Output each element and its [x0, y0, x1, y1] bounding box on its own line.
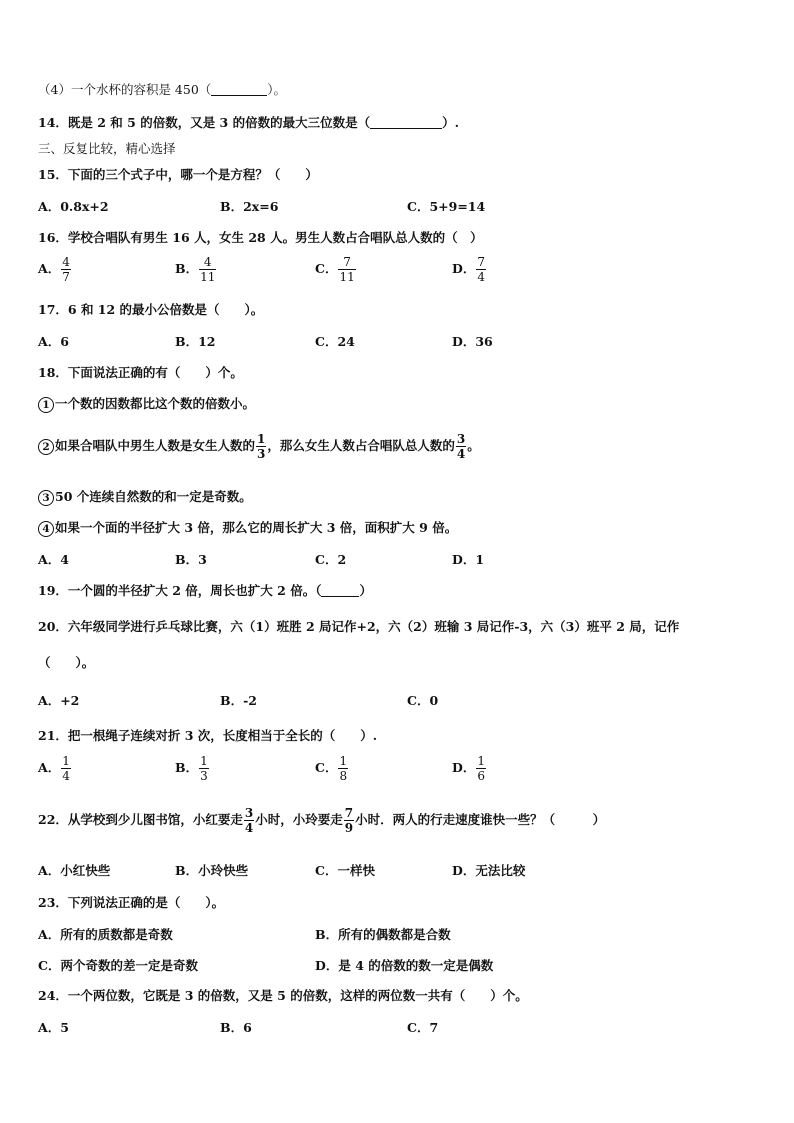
fraction: $\frac{1}{3}$ — [257, 432, 266, 461]
fraction: $\frac{1}{8}$ — [339, 754, 348, 783]
question-23: 23．下列说法正确的是（ ）。 — [38, 895, 225, 910]
option-b[interactable]: B． $\frac{1}{3}$ — [175, 754, 208, 783]
statement-1: 1 一个数的因数都比这个数的倍数小。 — [38, 395, 255, 413]
fraction: $\frac{1}{6}$ — [477, 754, 485, 783]
fraction: $\frac{3}{4}$ — [244, 806, 254, 835]
question-17: 17．6 和 12 的最小公倍数是（ ）。 — [38, 302, 264, 317]
question-21: 21．把一根绳子连续对折 3 次，长度相当于全长的（ ）. — [38, 728, 378, 743]
question-19: 19．一个圆的半径扩大 2 倍，周长也扩大 2 倍。（ ） — [38, 583, 372, 598]
option-a[interactable]: A．0.8x+2 — [38, 199, 109, 214]
option-b[interactable]: B．3 — [175, 552, 207, 567]
fraction: $\frac{3}{4}$ — [456, 432, 466, 461]
circled-number-2: 2 — [38, 439, 54, 455]
answer-blank[interactable] — [321, 584, 359, 597]
option-d[interactable]: D．36 — [452, 334, 493, 349]
fraction: $\frac{4}{11}$ — [200, 255, 216, 284]
question-text: 6 和 12 的最小公倍数是（ ）。 — [67, 302, 264, 317]
question-16: 16．学校合唱队有男生 16 人，女生 28 人。男生人数占合唱队总人数的（ ） — [38, 230, 483, 245]
option-c[interactable]: C．5+9=14 — [407, 199, 486, 214]
statement-4: 4 如果一个面的半径扩大 3 倍，那么它的周长扩大 3 倍，面积扩大 9 倍。 — [38, 519, 457, 537]
option-b[interactable]: B．小玲快些 — [175, 863, 249, 878]
statement-3: 3 50 个连续自然数的和一定是奇数。 — [38, 488, 252, 506]
option-c[interactable]: C．7 — [407, 1020, 439, 1035]
option-b[interactable]: B．12 — [175, 334, 216, 349]
fraction: $\frac{4}{7}$ — [62, 255, 70, 284]
statement-2: 2 如果合唱队中男生人数是女生人数的 $\frac{1}{3}$ ，那么女生人数占合唱队总人数的 $\frac{3}{4}$ 。 — [38, 432, 480, 461]
question-text: 一个两位数，它既是 3 的倍数，又是 5 的倍数，这样的两位数一共有（ ）个。 — [67, 988, 528, 1003]
option-a[interactable]: A．5 — [38, 1020, 69, 1035]
option-a[interactable]: A． $\frac{1}{4}$ — [38, 754, 70, 783]
question-13-part-4: （4）一个水杯的容积是 450（ ）。 — [38, 82, 287, 97]
circled-number-3: 3 — [38, 490, 54, 506]
section-heading: 三、反复比较，精心选择 — [38, 141, 176, 156]
option-b[interactable]: B． $\frac{4}{11}$ — [175, 255, 216, 284]
option-c[interactable]: C．两个奇数的差一定是奇数 — [38, 958, 198, 973]
circled-number-4: 4 — [38, 521, 54, 537]
option-c[interactable]: C． $\frac{7}{11}$ — [315, 255, 355, 284]
option-b[interactable]: B．2x=6 — [220, 199, 279, 214]
answer-blank[interactable] — [370, 116, 442, 129]
option-b[interactable]: B．所有的偶数都是合数 — [315, 927, 451, 942]
question-text: 下面说法正确的有（ ）个。 — [67, 365, 243, 380]
option-d[interactable]: D．1 — [452, 552, 485, 567]
option-c[interactable]: C．2 — [315, 552, 347, 567]
question-15: 15．下面的三个式子中，哪一个是方程？（ ） — [38, 167, 318, 182]
option-b[interactable]: B．-2 — [220, 693, 257, 708]
fraction: $\frac{7}{9}$ — [344, 806, 354, 835]
option-d[interactable]: D． $\frac{1}{6}$ — [452, 754, 485, 783]
option-a[interactable]: A． $\frac{4}{7}$ — [38, 255, 70, 284]
question-text: （4）一个水杯的容积是 450（ — [38, 82, 212, 97]
question-text: 既是 2 和 5 的倍数，又是 3 的倍数的最大三位数是（ — [67, 115, 371, 130]
question-text: 把一根绳子连续对折 3 次，长度相当于全长的（ ）. — [67, 728, 378, 743]
option-d[interactable]: D． $\frac{7}{4}$ — [452, 255, 485, 284]
option-a[interactable]: A．小红快些 — [38, 863, 111, 878]
question-20-continued: （ ）。 — [38, 655, 95, 670]
option-c[interactable]: C．一样快 — [315, 863, 375, 878]
option-d[interactable]: D．是 4 的倍数的数一定是偶数 — [315, 958, 494, 973]
question-18: 18．下面说法正确的有（ ）个。 — [38, 365, 243, 380]
question-14: 14．既是 2 和 5 的倍数，又是 3 的倍数的最大三位数是（ ）. — [38, 115, 459, 130]
question-20: 20．六年级同学进行乒乓球比赛，六（1）班胜 2 局记作+2，六（2）班输 3 局记作-3，六（3）班平 2 局，记作 — [38, 619, 680, 634]
option-c[interactable]: C． $\frac{1}{8}$ — [315, 754, 348, 783]
answer-blank[interactable] — [211, 83, 267, 96]
question-text: 下面的三个式子中，哪一个是方程？（ ） — [67, 167, 318, 182]
option-c[interactable]: C．0 — [407, 693, 439, 708]
option-a[interactable]: A．6 — [38, 334, 69, 349]
question-text: 学校合唱队有男生 16 人，女生 28 人。男生人数占合唱队总人数的（ ） — [67, 230, 483, 245]
option-d[interactable]: D．无法比较 — [452, 863, 526, 878]
option-a[interactable]: A．所有的质数都是奇数 — [38, 927, 173, 942]
fraction: $\frac{1}{4}$ — [62, 754, 70, 783]
question-text: 下列说法正确的是（ ）。 — [67, 895, 225, 910]
option-b[interactable]: B．6 — [220, 1020, 252, 1035]
question-text: 一个圆的半径扩大 2 倍，周长也扩大 2 倍。（ — [67, 583, 322, 598]
circled-number-1: 1 — [38, 397, 54, 413]
question-24: 24．一个两位数，它既是 3 的倍数，又是 5 的倍数，这样的两位数一共有（ ）个。 — [38, 988, 528, 1003]
question-text: 六年级同学进行乒乓球比赛，六（1）班胜 2 局记作+2，六（2）班输 3 局记作-3，六（3）班平 2 局，记作 — [67, 619, 680, 634]
option-a[interactable]: A．+2 — [38, 693, 80, 708]
fraction: $\frac{7}{4}$ — [477, 255, 485, 284]
option-a[interactable]: A．4 — [38, 552, 69, 567]
question-22: 22．从学校到少儿图书馆，小红要走 $\frac{3}{4}$ 小时，小玲要走 $\frac{7}{9}$ 小时．两人的行走速度谁快一些？（ ） — [38, 806, 606, 835]
fraction: $\frac{7}{11}$ — [339, 255, 355, 284]
option-c[interactable]: C．24 — [315, 334, 355, 349]
fraction: $\frac{1}{3}$ — [200, 754, 208, 783]
